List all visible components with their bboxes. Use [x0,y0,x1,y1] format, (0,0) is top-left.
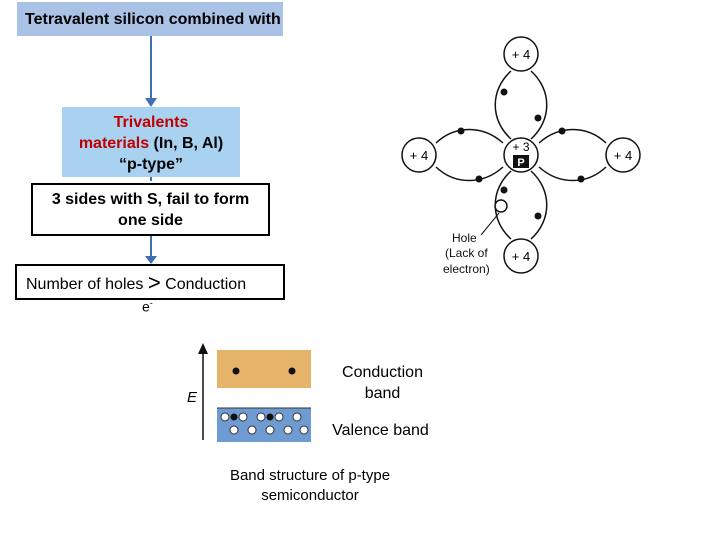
trivalent-line2 [62,133,240,154]
atom-bottom [504,239,538,273]
holes-right: Conduction [165,276,247,293]
atom-bottom-label: + 4 [511,249,531,264]
conduction-electron [289,368,296,375]
trivalent-line1: Trivalents [113,114,189,131]
conduction-label-line1: Conduction [342,364,423,381]
atom-left [402,138,436,172]
atom-right [606,138,640,172]
hole-line3: electron) [443,262,490,276]
conduction-label-line2: band [364,385,401,402]
atom-right-label: + 4 [613,148,633,163]
hole-pointer [481,213,499,235]
conduction-band-label [325,362,440,404]
atom-top-label: + 4 [511,47,531,62]
band-caption [205,466,415,506]
electron-e: e [142,298,150,315]
hole-caption [443,231,490,276]
band-caption-line2: semiconductor [261,487,359,504]
dopant-symbol: P [517,157,525,169]
sides-line1: 3 sides with S, fail to form [51,191,250,208]
valence-band-label: Valence band [332,422,429,439]
three-sides-box [31,183,270,236]
lattice-diagram [395,30,645,290]
holes-box [15,264,285,300]
greater-than-sign: > [147,270,161,295]
hole-line1: Hole [452,231,477,245]
title-text: Tetravalent silicon combined with [25,11,281,28]
electron-minus: - [149,298,153,308]
electron-symbol [142,298,153,315]
band-diagram [180,340,320,450]
band-caption-line1: Band structure of p-type [229,467,391,484]
hole-line2: (Lack of [445,246,488,260]
trivalent-line3: “p-type” [119,156,183,173]
trivalent-box [62,107,240,177]
atom-center-label: + 3 [512,140,530,154]
atom-top [504,37,538,71]
trivalent-elements: (In, B, Al) [149,135,224,152]
energy-axis-label: E [187,389,198,406]
conduction-band [217,350,311,388]
hole-circle [495,200,507,212]
arrow-head-3 [145,256,157,264]
conduction-electron [233,368,240,375]
energy-axis-arrow [198,343,208,354]
atom-center [504,138,538,172]
trivalent-materials: materials [78,135,150,152]
holes-left: Number of holes [26,276,144,293]
atom-left-label: + 4 [409,148,429,163]
sides-line2: one side [118,212,183,229]
arrow-head-1 [145,98,157,107]
